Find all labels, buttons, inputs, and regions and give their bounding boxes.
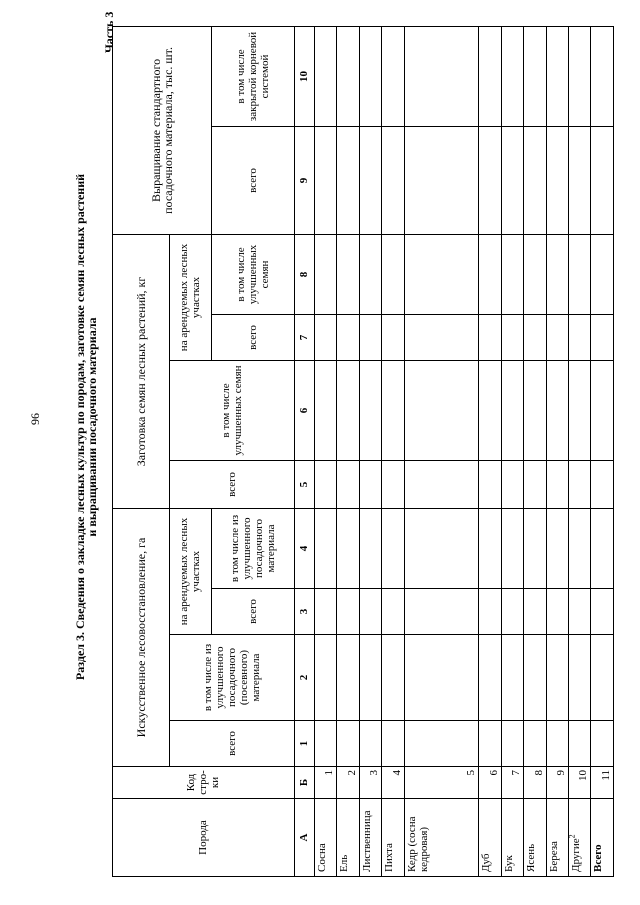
row-name-text: Бук — [502, 855, 515, 872]
data-cell — [479, 26, 501, 126]
data-cell — [479, 721, 501, 767]
data-cell — [546, 721, 568, 767]
data-cell — [501, 635, 523, 721]
row-code: 1 — [315, 767, 337, 799]
data-cell — [382, 635, 404, 721]
row-name-text: Кедр (сосна кедровая) — [405, 816, 430, 872]
row-name-text: Сосна — [316, 843, 329, 872]
data-cell — [524, 589, 546, 635]
page-number: 96 — [28, 413, 42, 425]
data-cell — [591, 26, 614, 126]
data-cell — [382, 26, 404, 126]
data-cell — [382, 508, 404, 588]
data-cell — [591, 721, 614, 767]
data-cell — [337, 26, 359, 126]
header-g1-arenda-vsego: всего — [212, 589, 295, 635]
table-row — [404, 26, 478, 876]
data-cell — [568, 26, 590, 126]
row-name — [591, 799, 614, 877]
col-num: 3 — [294, 589, 314, 635]
data-cell — [315, 26, 337, 126]
heading-line-2: и выращивании посадочного материала — [85, 317, 99, 537]
data-cell — [315, 508, 337, 588]
data-cell — [524, 126, 546, 234]
row-name — [546, 799, 568, 877]
data-cell — [568, 508, 590, 588]
header-kod: Код стро-ки — [113, 767, 295, 799]
data-cell — [315, 314, 337, 360]
data-cell — [546, 26, 568, 126]
row-name-text: Лиственница — [360, 810, 373, 872]
data-cell — [382, 460, 404, 508]
header-g1-iz-uluchshennogo: в том числе из улучшенного посадочного (посевного) материала — [169, 635, 294, 721]
table-row — [546, 26, 568, 876]
data-cell — [404, 360, 478, 460]
data-cell — [568, 314, 590, 360]
table-row — [479, 26, 501, 876]
data-cell — [404, 721, 478, 767]
row-name — [568, 799, 590, 877]
table-row — [524, 26, 546, 876]
row-code: 7 — [501, 767, 523, 799]
header-g3-zakr: в том числе закрытой корневой системой — [212, 26, 295, 126]
data-cell — [501, 589, 523, 635]
data-cell — [479, 589, 501, 635]
data-cell — [591, 126, 614, 234]
data-cell — [337, 314, 359, 360]
data-cell — [359, 314, 381, 360]
row-name-text: Береза — [547, 841, 560, 872]
data-cell — [501, 508, 523, 588]
data-cell — [337, 721, 359, 767]
data-cell — [404, 589, 478, 635]
row-name — [315, 799, 337, 877]
data-cell — [501, 360, 523, 460]
data-cell — [568, 721, 590, 767]
data-cell — [315, 721, 337, 767]
col-num: 8 — [294, 234, 314, 314]
data-cell — [404, 314, 478, 360]
footnote-mark: 2 — [567, 834, 577, 839]
data-cell — [546, 460, 568, 508]
col-num: 10 — [294, 26, 314, 126]
data-cell — [501, 234, 523, 314]
data-cell — [501, 26, 523, 126]
data-cell — [568, 234, 590, 314]
row-name — [404, 799, 478, 877]
data-cell — [524, 360, 546, 460]
header-g2-vsego: всего — [169, 460, 294, 508]
data-cell — [501, 314, 523, 360]
data-cell — [315, 635, 337, 721]
row-code: 6 — [479, 767, 501, 799]
data-cell — [315, 234, 337, 314]
table-row — [591, 26, 614, 876]
data-cell — [315, 589, 337, 635]
row-name-text: Пихта — [383, 843, 396, 872]
data-cell — [382, 721, 404, 767]
data-cell — [501, 126, 523, 234]
col-num: 6 — [294, 360, 314, 460]
row-code: 5 — [404, 767, 478, 799]
data-cell — [359, 26, 381, 126]
data-cell — [359, 126, 381, 234]
header-g2-arenda: на арендуемых лесных участках — [169, 234, 212, 360]
data-cell — [337, 234, 359, 314]
header-group-vyrashchivanie: Выращивание стандартного посадочного материала, тыс. шт. — [113, 26, 212, 234]
row-code: 10 — [568, 767, 590, 799]
data-cell — [546, 314, 568, 360]
row-code: 11 — [591, 767, 614, 799]
data-cell — [591, 360, 614, 460]
header-group-zagotovka: Заготовка семян лесных растений, кг — [113, 234, 170, 508]
row-code: 2 — [337, 767, 359, 799]
row-code: 9 — [546, 767, 568, 799]
data-cell — [382, 234, 404, 314]
data-cell — [568, 460, 590, 508]
data-cell — [546, 589, 568, 635]
header-g1-vsego: всего — [169, 721, 294, 767]
part-label: Часть 3 — [102, 11, 116, 53]
row-code: 8 — [524, 767, 546, 799]
data-cell — [568, 126, 590, 234]
column-number-row — [294, 26, 314, 876]
data-cell — [337, 360, 359, 460]
header-g1-arenda-iz-ul: в том числе из улучшенного посадочного материала — [212, 508, 295, 588]
header-g1-arenda: на арендуемых лесных участках — [169, 508, 212, 634]
col-num: 7 — [294, 314, 314, 360]
row-name — [479, 799, 501, 877]
row-name-text: Ель — [338, 854, 351, 872]
data-cell — [546, 234, 568, 314]
data-cell — [591, 635, 614, 721]
col-num: А — [294, 799, 314, 877]
data-cell — [404, 508, 478, 588]
row-name — [382, 799, 404, 877]
data-cell — [501, 460, 523, 508]
data-cell — [568, 360, 590, 460]
data-cell — [337, 589, 359, 635]
row-name — [337, 799, 359, 877]
data-cell — [382, 360, 404, 460]
header-g2-uluchshennyh: в том числе улучшенных семян — [169, 360, 294, 460]
data-cell — [359, 589, 381, 635]
header-g3-vsego: всего — [212, 126, 295, 234]
data-cell — [359, 460, 381, 508]
data-cell — [501, 721, 523, 767]
data-cell — [479, 460, 501, 508]
data-cell — [382, 126, 404, 234]
row-name-text: Дуб — [480, 853, 493, 872]
forest-table — [112, 26, 614, 877]
row-name — [359, 799, 381, 877]
header-g2-arenda-vsego: всего — [212, 314, 295, 360]
data-cell — [315, 460, 337, 508]
col-num: Б — [294, 767, 314, 799]
data-cell — [524, 26, 546, 126]
header-g2-arenda-ul: в том числе улучшенных семян — [212, 234, 295, 314]
row-name — [524, 799, 546, 877]
table-row — [315, 26, 337, 876]
table-row — [359, 26, 381, 876]
data-cell — [524, 314, 546, 360]
header-group-lesovosstanovlenie: Искусственное лесовосстановление, га — [113, 508, 170, 766]
data-cell — [404, 460, 478, 508]
data-cell — [479, 508, 501, 588]
data-cell — [359, 635, 381, 721]
data-cell — [524, 635, 546, 721]
col-num: 9 — [294, 126, 314, 234]
table-row — [382, 26, 404, 876]
row-name — [501, 799, 523, 877]
data-cell — [315, 360, 337, 460]
table-row — [568, 26, 590, 876]
data-cell — [524, 508, 546, 588]
data-cell — [591, 460, 614, 508]
data-cell — [404, 234, 478, 314]
data-cell — [337, 460, 359, 508]
data-cell — [382, 589, 404, 635]
col-num: 2 — [294, 635, 314, 721]
data-cell — [359, 360, 381, 460]
row-code: 4 — [382, 767, 404, 799]
data-cell — [568, 589, 590, 635]
data-cell — [404, 26, 478, 126]
section-heading — [74, 107, 98, 747]
data-cell — [359, 508, 381, 588]
data-cell — [404, 126, 478, 234]
data-cell — [591, 589, 614, 635]
data-cell — [568, 635, 590, 721]
heading-line-1: Раздел 3. Сведения о закладке лесных культур по породам, заготовке семян лесных растений — [73, 173, 87, 681]
col-num: 1 — [294, 721, 314, 767]
data-cell — [479, 314, 501, 360]
col-num: 4 — [294, 508, 314, 588]
data-cell — [315, 126, 337, 234]
row-name-text: Другие — [569, 838, 582, 872]
data-cell — [479, 360, 501, 460]
data-cell — [359, 721, 381, 767]
header-poroda: Порода — [113, 799, 295, 877]
data-cell — [337, 635, 359, 721]
data-cell — [591, 234, 614, 314]
data-cell — [479, 126, 501, 234]
data-cell — [546, 635, 568, 721]
data-cell — [546, 360, 568, 460]
data-cell — [359, 234, 381, 314]
data-cell — [337, 508, 359, 588]
data-cell — [479, 635, 501, 721]
row-name-text: Всего — [592, 844, 605, 872]
data-cell — [479, 234, 501, 314]
table-row — [337, 26, 359, 876]
data-cell — [404, 635, 478, 721]
row-name-text: Ясень — [525, 843, 538, 872]
data-cell — [524, 721, 546, 767]
data-cell — [591, 314, 614, 360]
data-cell — [546, 508, 568, 588]
data-cell — [546, 126, 568, 234]
data-cell — [524, 234, 546, 314]
data-cell — [382, 314, 404, 360]
data-cell — [337, 126, 359, 234]
col-num: 5 — [294, 460, 314, 508]
table-row — [501, 26, 523, 876]
data-cell — [591, 508, 614, 588]
row-code: 3 — [359, 767, 381, 799]
data-cell — [524, 460, 546, 508]
